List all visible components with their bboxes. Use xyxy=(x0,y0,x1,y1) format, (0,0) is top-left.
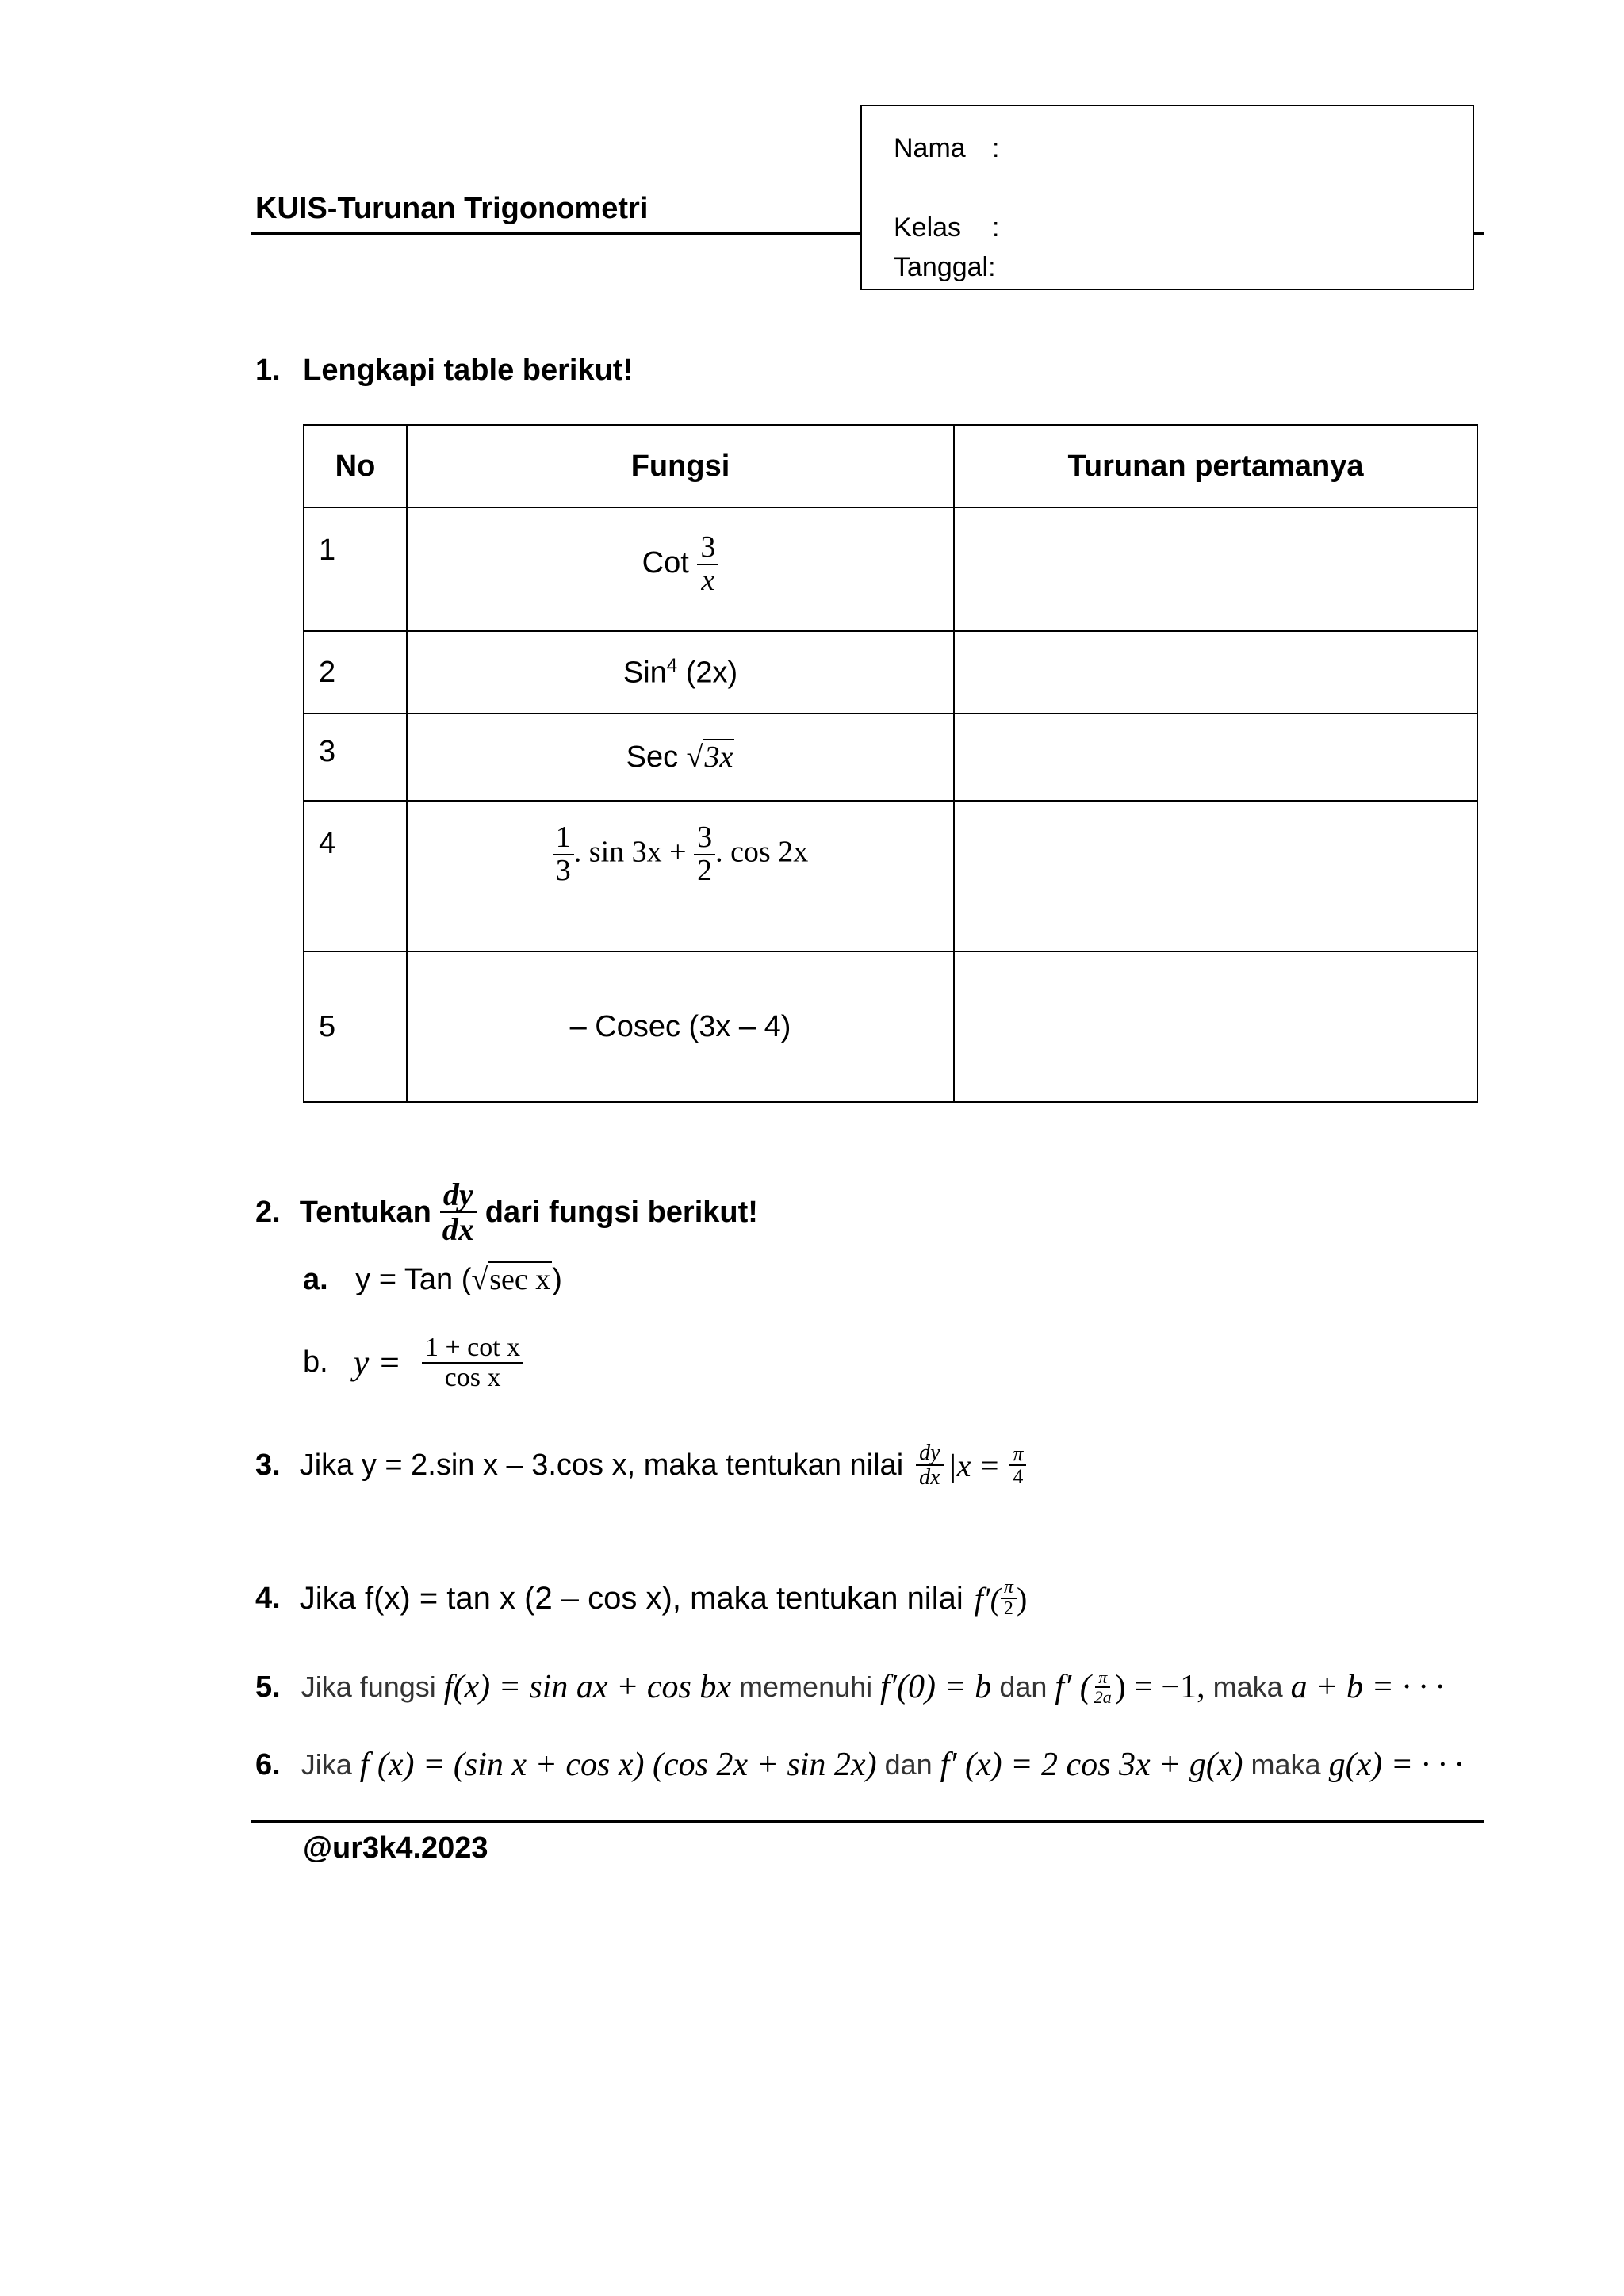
page-title: KUIS-Turunan Trigonometri xyxy=(255,192,649,225)
question-1: 1. Lengkapi table berikut! xyxy=(255,354,634,387)
header-turunan: Turunan pertamanya xyxy=(954,425,1477,507)
question-2: 2. Tentukan $\frac{dy}{dx}$ dari fungsi berikut! xyxy=(255,1177,758,1247)
table-row: 5 – Cosec (3x – 4) xyxy=(304,951,1477,1102)
answer-cell[interactable] xyxy=(954,951,1477,1102)
derivative-table xyxy=(303,424,1478,1103)
info-row-nama: Nama : xyxy=(894,133,1000,163)
function-cell: Sin$^4$ (2x) xyxy=(407,631,954,714)
dy-dx-fraction: $\frac{dy}{dx}$ xyxy=(439,1178,477,1246)
footer-credit: @ur3k4.2023 xyxy=(303,1831,488,1865)
answer-cell[interactable] xyxy=(954,631,1477,714)
table-row: 1 Cot $\frac{3}{x}$ xyxy=(304,507,1477,631)
function-cell: $\frac{1}{3}$ . sin 3x + $\frac{3}{2}$ . cos 2x xyxy=(407,801,954,951)
question-2a: a. y = Tan (√sec x) xyxy=(303,1263,562,1296)
header-fungsi: Fungsi xyxy=(407,425,954,507)
info-row-tanggal: Tanggal: xyxy=(894,252,996,282)
question-6: 6. Jika f (x) = (sin x + cos x) (cos 2x + sin 2x) dan f′ (x) = 2 cos 3x + g(x) maka g(x) = · · · xyxy=(255,1747,1464,1783)
function-cell: – Cosec (3x – 4) xyxy=(407,951,954,1102)
answer-cell[interactable] xyxy=(954,714,1477,801)
question-3: 3. Jika y = 2.sin x – 3.cos x, maka tentukan nilai $\frac{dy}{dx}$ |x = $\frac{\pi}{4}$ xyxy=(255,1441,1026,1490)
info-row-kelas: Kelas : xyxy=(894,212,1000,243)
answer-cell[interactable] xyxy=(954,801,1477,951)
header-no: No xyxy=(304,425,407,507)
student-info-box xyxy=(860,105,1474,290)
function-cell: Sec √3x xyxy=(407,714,954,801)
table-row: 4 $\frac{1}{3}$ . sin 3x + $\frac{3}{2}$ . cos 2x xyxy=(304,801,1477,951)
question-4: 4. Jika f(x) = tan x (2 – cos x), maka tentukan nilai f′( $\frac{\pi}{2}$ ) xyxy=(255,1577,1028,1620)
footer-rule xyxy=(251,1820,1484,1823)
answer-cell[interactable] xyxy=(954,507,1477,631)
table-row: 3 Sec √3x xyxy=(304,714,1477,801)
question-5: 5. Jika fungsi f(x) = sin ax + cos bx memenuhi f′(0) = b dan f′ ( $\frac{\pi}{2a}$ ) = −1, maka a + b = · · · xyxy=(255,1667,1444,1708)
fraction: $\frac{3}{x}$ xyxy=(697,532,718,597)
question-2b: b. y = $\frac{\text{1 + cot x}}{\text{cos x}}$ xyxy=(303,1334,523,1391)
square-root: √3x xyxy=(686,740,733,774)
table-row: 2 Sin$^4$ (2x) xyxy=(304,631,1477,714)
function-cell: Cot $\frac{3}{x}$ xyxy=(407,507,954,631)
table-header-row xyxy=(304,425,1477,507)
